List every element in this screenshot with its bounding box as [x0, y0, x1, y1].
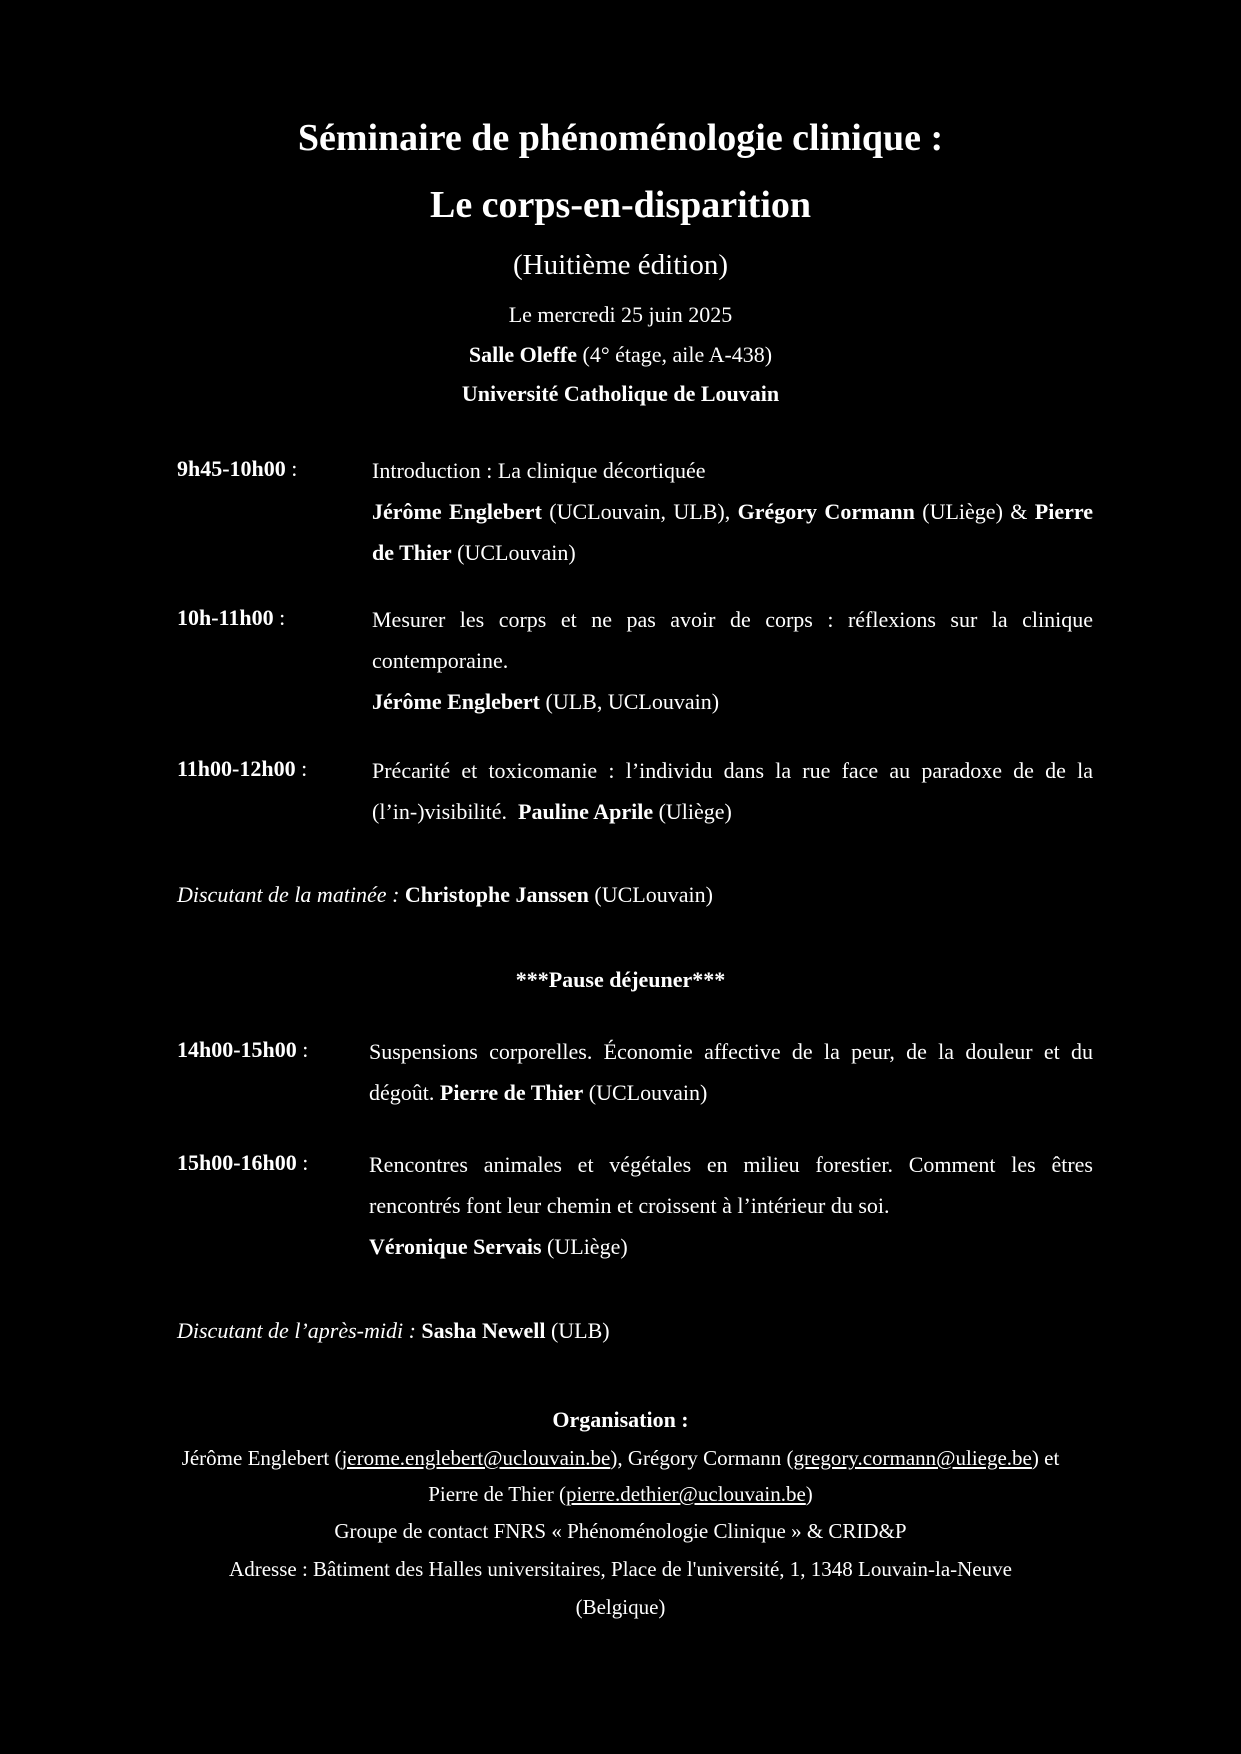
speaker-name: Pierre — [1034, 499, 1094, 524]
organiser-name: Pierre de Thier ( — [428, 1482, 567, 1506]
speaker-affiliation: (Uliège) — [653, 799, 732, 824]
session-time-value: 15h00-16h00 — [177, 1150, 297, 1175]
session-time-value: 10h-11h00 — [177, 605, 274, 630]
session-speakers — [372, 491, 1093, 532]
lunch-break: ***Pause déjeuner*** — [515, 967, 726, 992]
time-separator: : — [295, 756, 308, 781]
seminar-title: Séminaire de phénoménologie clinique : — [297, 117, 944, 159]
organisation-title: Organisation : — [552, 1407, 689, 1432]
organiser-name: ), Grégory Cormann ( — [610, 1446, 794, 1470]
session-title-cont: rencontrés font leur chemin et croissent à l’intérieur du soi. — [369, 1193, 890, 1218]
session-speakers — [369, 1226, 1093, 1267]
contact-group: Groupe de contact FNRS « Phénoménologie Clinique » & CRID&P — [334, 1519, 907, 1543]
session-title-cont: contemporaine. — [372, 648, 509, 673]
session-time — [177, 456, 297, 482]
speaker-affiliation: (ULB, UCLouvain) — [540, 689, 720, 714]
event-date: Le mercredi 25 juin 2025 — [508, 302, 733, 327]
discussant-label: Discutant de la matinée : — [177, 882, 400, 907]
speaker-name: Pierre de Thier — [439, 1080, 584, 1105]
time-separator: : — [296, 1150, 309, 1175]
speaker-affiliation: (ULiège) & — [914, 499, 1035, 524]
session-title: Suspensions corporelles. Économie affective de la peur, de la douleur et du — [369, 1039, 1093, 1064]
session-time-value: 11h00-12h00 — [177, 756, 296, 781]
session-title: Introduction : La clinique décortiquée — [372, 458, 706, 483]
session-time — [177, 1037, 308, 1063]
discussant-label: Discutant de l’après-midi : — [177, 1318, 416, 1343]
address-line: Adresse : Bâtiment des Halles universitaires, Place de l'université, 1, 1348 Louvain-la-Neuve — [229, 1557, 1012, 1581]
session-title: Rencontres animales et végétales en milieu forestier. Comment les êtres — [369, 1152, 1093, 1177]
session-speakers — [372, 681, 1093, 722]
morning-discussant — [177, 882, 713, 908]
discussant-name: Sasha Newell — [421, 1318, 546, 1343]
session-details — [369, 1031, 1093, 1113]
speaker-affiliation: (UCLouvain) — [451, 540, 576, 565]
organiser-email-link[interactable]: jerome.englebert@uclouvain.be — [341, 1446, 611, 1470]
session-details — [372, 750, 1093, 832]
session-title-cont — [372, 791, 1093, 832]
session-details — [372, 599, 1093, 722]
session-details — [372, 450, 1093, 573]
session-title-end: (l’in-)visibilité. — [372, 799, 519, 824]
speaker-affiliation: (UCLouvain) — [583, 1080, 708, 1105]
discussant-affiliation: (ULB) — [545, 1318, 610, 1343]
time-separator: : — [273, 605, 286, 630]
speaker-name: de Thier — [372, 540, 452, 565]
organiser-email-link[interactable]: pierre.dethier@uclouvain.be — [566, 1482, 806, 1506]
session-details — [369, 1144, 1093, 1267]
organiser-name: Jérôme Englebert ( — [181, 1446, 342, 1470]
speaker-affiliation: (UCLouvain, ULB), — [541, 499, 738, 524]
edition-label: (Huitième édition) — [512, 249, 729, 281]
session-time-value: 9h45-10h00 — [177, 456, 286, 481]
session-time — [177, 605, 285, 631]
event-university: Université Catholique de Louvain — [461, 381, 780, 406]
time-separator: : — [296, 1037, 309, 1062]
address-country: (Belgique) — [575, 1595, 666, 1619]
speaker-name: Pauline Aprile — [518, 799, 654, 824]
discussant-affiliation: (UCLouvain) — [588, 882, 713, 907]
session-speakers-cont — [372, 532, 1093, 573]
session-title: Mesurer les corps et ne pas avoir de corps : réflexions sur la clinique — [372, 607, 1093, 632]
room-name: Salle Oleffe — [468, 342, 577, 367]
session-title: Précarité et toxicomanie : l’individu dans la rue face au paradoxe de de la — [372, 758, 1093, 783]
session-title-cont — [369, 1072, 1093, 1113]
discussant-name: Christophe Janssen — [404, 882, 589, 907]
organiser-sep: ) et — [1031, 1446, 1060, 1470]
session-time-value: 14h00-15h00 — [177, 1037, 297, 1062]
seminar-subtitle: Le corps-en-disparition — [429, 184, 812, 226]
speaker-name: Jérôme Englebert — [372, 499, 542, 524]
organiser-email-link[interactable]: gregory.cormann@uliege.be — [793, 1446, 1032, 1470]
speaker-name: Véronique Servais — [369, 1234, 542, 1259]
organiser-sep: ) — [805, 1482, 813, 1506]
organisers-line2 — [0, 1482, 1241, 1507]
time-separator: : — [285, 456, 298, 481]
speaker-affiliation: (ULiège) — [541, 1234, 628, 1259]
afternoon-discussant — [177, 1318, 610, 1344]
speaker-name: Grégory Cormann — [737, 499, 915, 524]
session-time — [177, 1150, 308, 1176]
speaker-name: Jérôme Englebert — [372, 689, 540, 714]
room-detail: (4° étage, aile A-438) — [577, 342, 773, 367]
organisers-line1 — [0, 1446, 1241, 1471]
session-title-end: dégoût. — [369, 1080, 440, 1105]
event-room — [0, 342, 1241, 368]
session-time — [177, 756, 307, 782]
